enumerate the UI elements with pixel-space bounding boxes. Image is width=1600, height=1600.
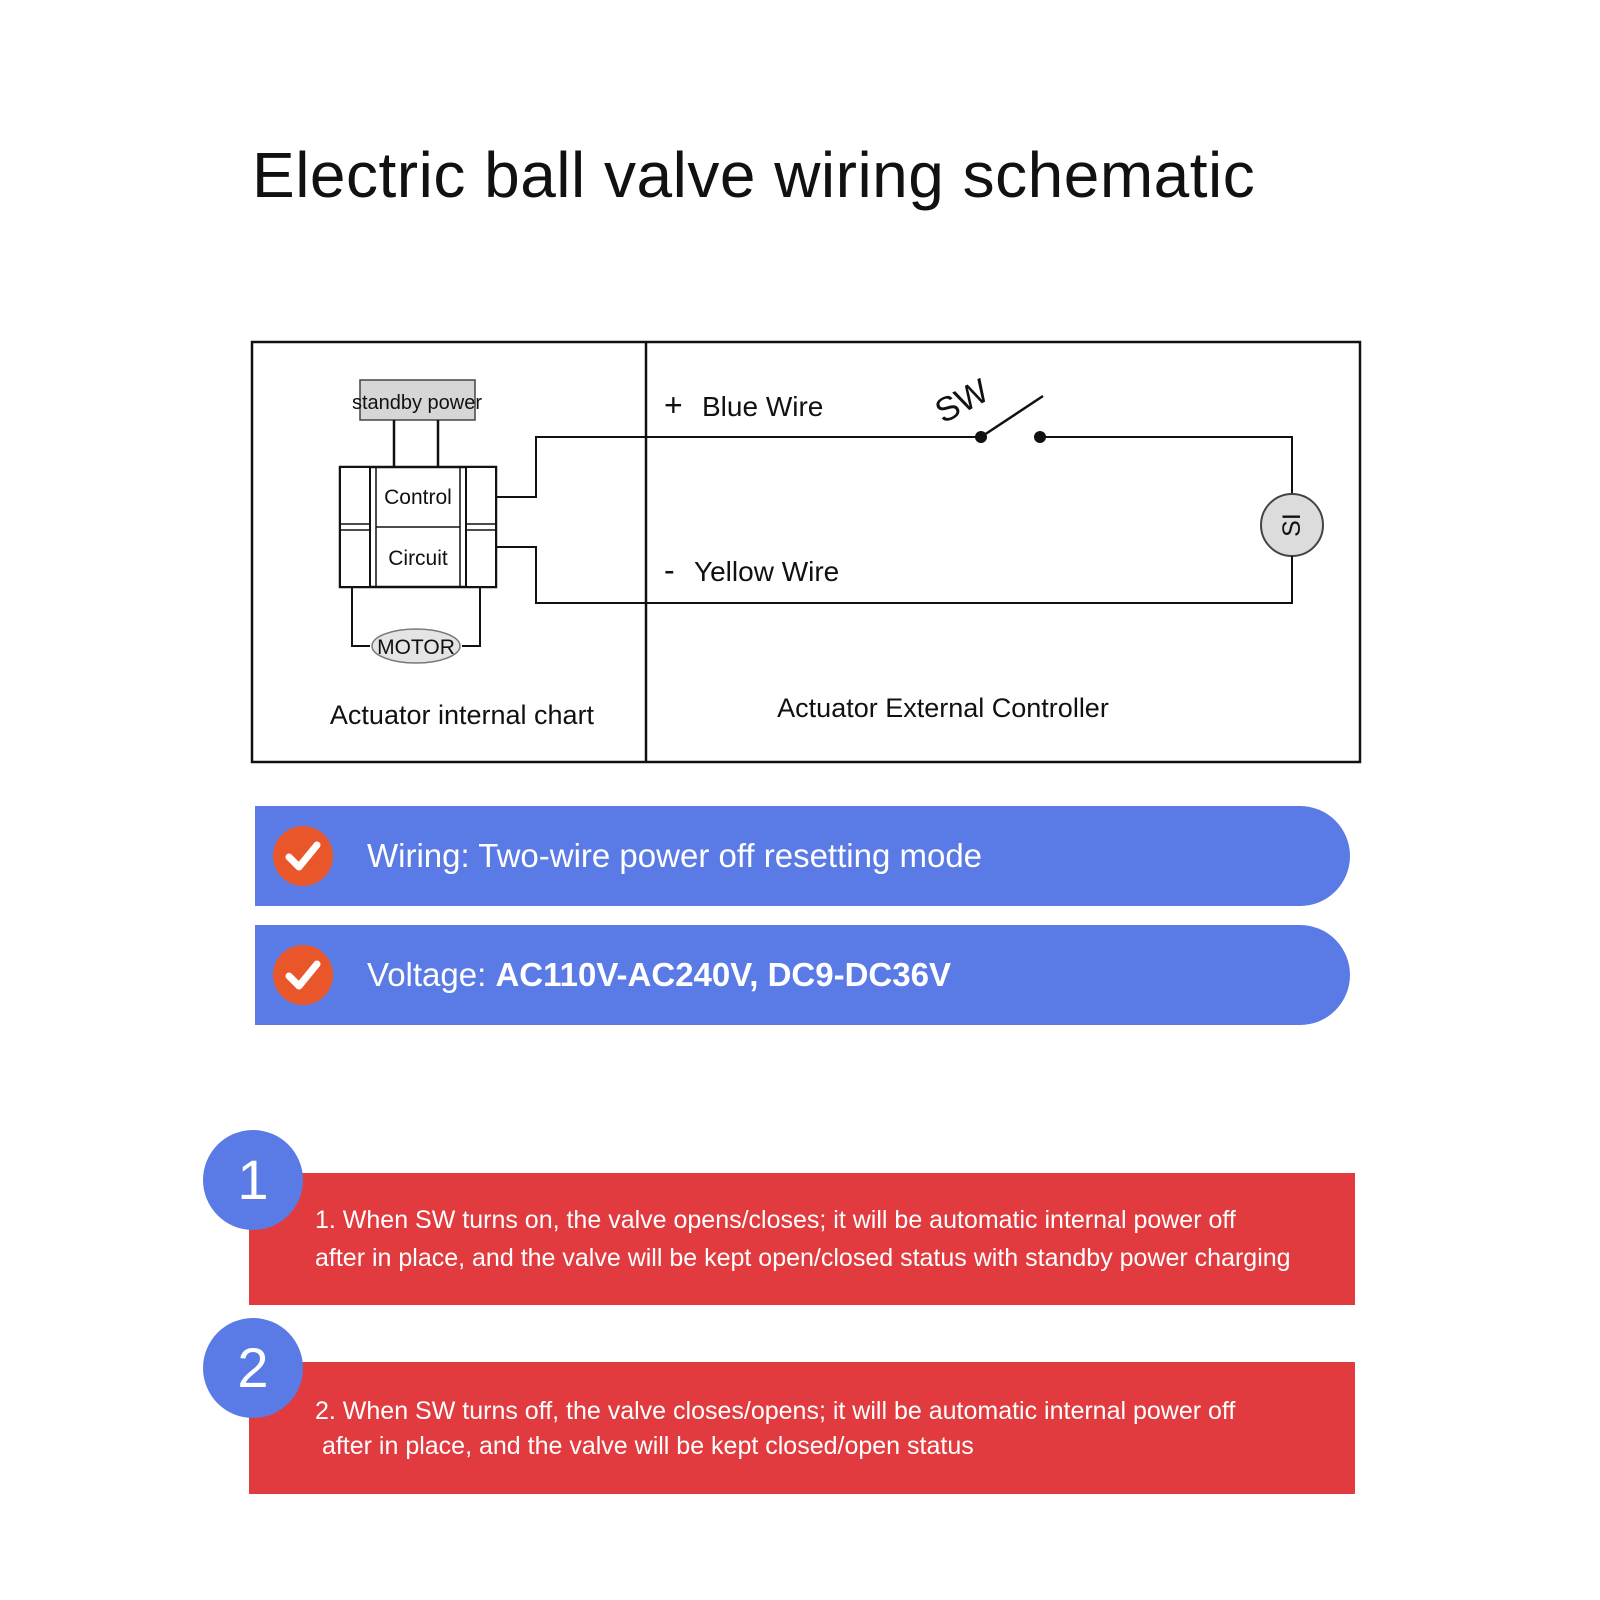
motor-label: MOTOR bbox=[377, 636, 455, 659]
wiring-mode-banner bbox=[255, 806, 1350, 906]
blue-wire-label: Blue Wire bbox=[702, 391, 824, 422]
yellow-wire-sign: - bbox=[664, 552, 675, 588]
voltage-value: AC110V-AC240V, DC9-DC36V bbox=[495, 956, 951, 993]
yellow-wire-label: Yellow Wire bbox=[694, 556, 840, 587]
note-2-number-badge: 2 bbox=[203, 1318, 303, 1418]
note-1-text: 1. When SW turns on, the valve opens/closes; it will be automatic internal power off after in place, and the valve will be kept open/closed status with standby power charging bbox=[315, 1206, 1291, 1272]
check-icon bbox=[273, 826, 333, 886]
note-1 bbox=[249, 1173, 1355, 1305]
actuator-external-caption: Actuator External Controller bbox=[777, 693, 1109, 723]
note-2-text: 2. When SW turns off, the valve closes/opens; it will be automatic internal power off after in place, and the valve will be kept closed/open status bbox=[315, 1397, 1236, 1460]
note-2 bbox=[249, 1362, 1355, 1494]
actuator-internal-caption: Actuator internal chart bbox=[329, 700, 595, 730]
check-icon bbox=[273, 945, 333, 1005]
actuator-internal-chart bbox=[330, 380, 646, 730]
actuator-external-controller bbox=[646, 372, 1323, 723]
note-1-number-badge: 1 bbox=[203, 1130, 303, 1230]
wiring-mode-text: Wiring: Two-wire power off resetting mode bbox=[367, 837, 983, 874]
voltage-banner bbox=[255, 925, 1350, 1025]
standby-power-label: standby power bbox=[351, 392, 483, 414]
blue-wire-sign: + bbox=[664, 387, 683, 423]
page-title: Electric ball valve wiring schematic bbox=[252, 139, 1256, 211]
circuit-label: Circuit bbox=[388, 547, 448, 570]
load-label: SI bbox=[1278, 513, 1306, 537]
switch-label: SW bbox=[928, 371, 996, 432]
voltage-text: Voltage: AC110V-AC240V, DC9-DC36V bbox=[367, 956, 951, 993]
control-label: Control bbox=[384, 486, 452, 509]
